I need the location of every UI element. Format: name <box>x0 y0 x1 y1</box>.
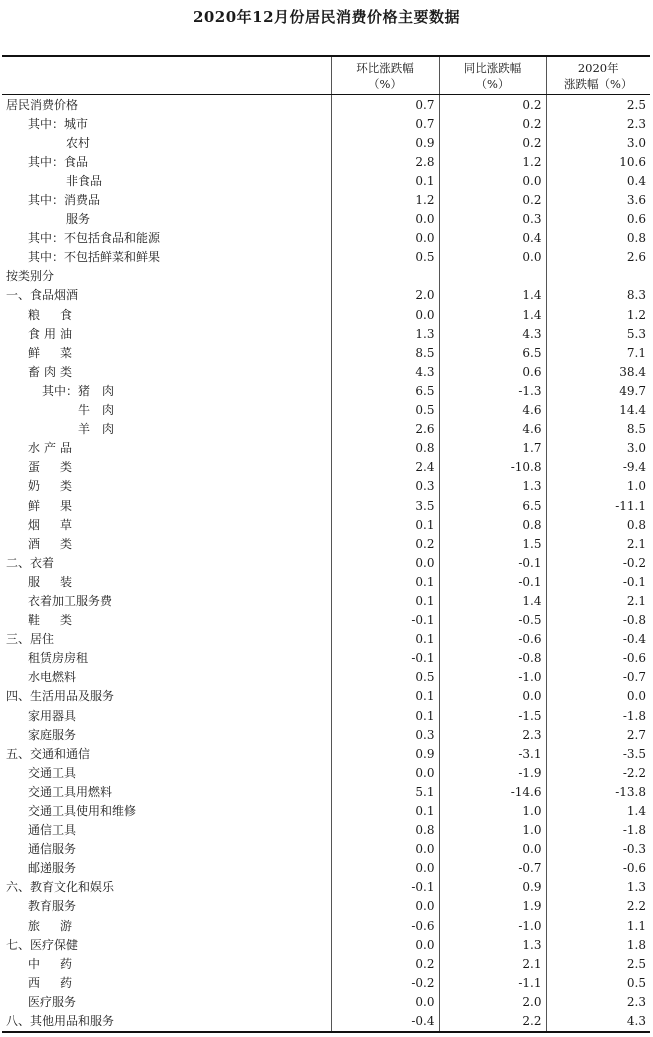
cell-mom: -0.1 <box>331 611 439 630</box>
cell-year: 2.5 <box>546 95 650 115</box>
table-body <box>2 95 650 1032</box>
table-row <box>2 133 650 152</box>
cell-year: 5.3 <box>546 324 650 343</box>
row-label: 服务 <box>66 212 91 227</box>
cell-mom: 2.0 <box>331 286 439 305</box>
cell-yoy: -1.3 <box>439 381 546 400</box>
cell-yoy: 2.2 <box>439 1012 546 1032</box>
cell-year: 0.4 <box>546 171 650 190</box>
cell-year: 3.0 <box>546 133 650 152</box>
row-label: 六、教育文化和娱乐 <box>6 880 115 895</box>
table-row <box>2 859 650 878</box>
row-label: 旅 游 <box>28 918 77 933</box>
header-yoy-line1: 同比涨跌幅 <box>463 60 522 75</box>
cell-yoy: 1.2 <box>439 152 546 171</box>
row-label: 一、食品烟酒 <box>6 288 79 303</box>
cell-yoy: 0.4 <box>439 229 546 248</box>
cell-year: 4.3 <box>546 1012 650 1032</box>
cell-mom: 0.0 <box>331 840 439 859</box>
cell-mom: 0.1 <box>331 630 439 649</box>
cell-yoy: 1.5 <box>439 534 546 553</box>
cell-yoy: 0.0 <box>439 840 546 859</box>
cell-yoy: -0.6 <box>439 630 546 649</box>
cpi-table <box>2 55 650 1033</box>
row-label: 中 药 <box>28 956 77 971</box>
header-blank <box>2 56 331 95</box>
cell-mom: 1.3 <box>331 324 439 343</box>
row-label: 非食品 <box>66 173 103 188</box>
cell-mom: -0.6 <box>331 916 439 935</box>
cell-mom: 2.8 <box>331 152 439 171</box>
table-row <box>2 401 650 420</box>
cell-year: 2.3 <box>546 992 650 1011</box>
cell-year: 2.1 <box>546 534 650 553</box>
cell-mom: 0.8 <box>331 821 439 840</box>
cell-yoy: 0.2 <box>439 95 546 115</box>
cell-year: 2.1 <box>546 591 650 610</box>
table-row <box>2 744 650 763</box>
cell-yoy: -10.8 <box>439 458 546 477</box>
cell-year: -3.5 <box>546 744 650 763</box>
cell-yoy: 6.5 <box>439 496 546 515</box>
row-label: 五、交通和通信 <box>6 746 91 761</box>
cell-mom: 0.0 <box>331 763 439 782</box>
cell-year: 0.8 <box>546 515 650 534</box>
cell-year: 8.3 <box>546 286 650 305</box>
cell-yoy <box>439 267 546 286</box>
cell-yoy: -1.0 <box>439 916 546 935</box>
row-label: 羊 肉 <box>78 422 115 437</box>
cell-mom: 0.2 <box>331 954 439 973</box>
cell-mom: 0.5 <box>331 668 439 687</box>
cell-yoy: 1.4 <box>439 591 546 610</box>
cell-year: 1.1 <box>546 916 650 935</box>
cell-yoy: 0.6 <box>439 362 546 381</box>
table-row <box>2 210 650 229</box>
table-row <box>2 630 650 649</box>
table-row <box>2 821 650 840</box>
cell-yoy: -0.7 <box>439 859 546 878</box>
cell-mom: -0.1 <box>331 878 439 897</box>
table-row <box>2 782 650 801</box>
cell-mom: 0.0 <box>331 305 439 324</box>
row-label: 邮递服务 <box>28 861 77 876</box>
cell-yoy: 1.3 <box>439 477 546 496</box>
table-row <box>2 229 650 248</box>
cell-mom: 0.1 <box>331 687 439 706</box>
row-label: 其中：城市 <box>28 116 89 131</box>
cell-year: -11.1 <box>546 496 650 515</box>
cell-year: 1.4 <box>546 801 650 820</box>
row-label: 烟 草 <box>28 517 77 532</box>
cell-yoy: 2.1 <box>439 954 546 973</box>
header-mom <box>331 56 439 95</box>
table-row <box>2 611 650 630</box>
row-label: 鞋 类 <box>28 613 77 628</box>
table-row <box>2 553 650 572</box>
table-row <box>2 668 650 687</box>
cell-year: -0.3 <box>546 840 650 859</box>
table-row <box>2 954 650 973</box>
cell-yoy: -1.5 <box>439 706 546 725</box>
row-label: 其中：猪 肉 <box>42 383 115 398</box>
row-label: 二、衣着 <box>6 555 55 570</box>
cell-year: 2.5 <box>546 954 650 973</box>
header-mom-line2: （%） <box>368 76 402 91</box>
table-row <box>2 878 650 897</box>
row-label: 通信工具 <box>28 823 77 838</box>
row-label: 牛 肉 <box>78 403 115 418</box>
row-label: 酒 类 <box>28 536 77 551</box>
cell-mom: -0.1 <box>331 649 439 668</box>
cell-year: 0.8 <box>546 229 650 248</box>
cell-yoy: 0.0 <box>439 248 546 267</box>
cell-year: 2.7 <box>546 725 650 744</box>
cell-mom: 0.1 <box>331 171 439 190</box>
cell-mom: 0.7 <box>331 95 439 115</box>
table-row <box>2 935 650 954</box>
cell-yoy: -0.1 <box>439 572 546 591</box>
cell-yoy: -3.1 <box>439 744 546 763</box>
cell-yoy: -1.0 <box>439 668 546 687</box>
table-row <box>2 286 650 305</box>
cell-year: 1.2 <box>546 305 650 324</box>
table-row <box>2 381 650 400</box>
table-row <box>2 534 650 553</box>
header-year-line1: 2020年 <box>577 60 619 75</box>
cell-mom: 0.8 <box>331 439 439 458</box>
cell-yoy: 0.3 <box>439 210 546 229</box>
cell-yoy: 1.9 <box>439 897 546 916</box>
header-year-line2: 涨跌幅（%） <box>564 76 633 91</box>
table-header-row <box>2 56 650 95</box>
cell-yoy: -0.5 <box>439 611 546 630</box>
cell-yoy: 0.2 <box>439 114 546 133</box>
table-row <box>2 1012 650 1032</box>
row-label: 水产品 <box>28 441 77 456</box>
cell-mom: -0.2 <box>331 973 439 992</box>
cell-mom: 0.3 <box>331 477 439 496</box>
header-yoy <box>439 56 546 95</box>
table-row <box>2 897 650 916</box>
cell-mom: 0.0 <box>331 210 439 229</box>
row-label: 蛋 类 <box>28 460 77 475</box>
cell-year: 10.6 <box>546 152 650 171</box>
table-row <box>2 343 650 362</box>
cell-year: -9.4 <box>546 458 650 477</box>
row-label: 服 装 <box>28 574 77 589</box>
cell-yoy: 6.5 <box>439 343 546 362</box>
cell-year: 38.4 <box>546 362 650 381</box>
cell-year: 49.7 <box>546 381 650 400</box>
table-row <box>2 992 650 1011</box>
row-label: 七、医疗保健 <box>6 937 79 952</box>
cell-year: -0.6 <box>546 859 650 878</box>
cell-mom: 0.2 <box>331 534 439 553</box>
row-label: 畜肉类 <box>28 364 77 379</box>
table-row <box>2 649 650 668</box>
row-label: 鲜 菜 <box>28 345 77 360</box>
cell-yoy: 0.8 <box>439 515 546 534</box>
row-label: 四、生活用品及服务 <box>6 689 115 704</box>
cell-mom: 0.1 <box>331 515 439 534</box>
cell-year: 1.0 <box>546 477 650 496</box>
row-label: 水电燃料 <box>28 670 77 685</box>
table-row <box>2 763 650 782</box>
cell-yoy: 2.0 <box>439 992 546 1011</box>
cell-mom: 2.6 <box>331 420 439 439</box>
row-label: 医疗服务 <box>28 994 77 1009</box>
table-row <box>2 267 650 286</box>
table-row <box>2 305 650 324</box>
cell-mom: 0.0 <box>331 229 439 248</box>
table-row <box>2 152 650 171</box>
table-row <box>2 171 650 190</box>
cell-yoy: 1.0 <box>439 821 546 840</box>
cell-mom: 3.5 <box>331 496 439 515</box>
cell-year: -0.8 <box>546 611 650 630</box>
cell-yoy: -0.1 <box>439 553 546 572</box>
cell-mom: 0.9 <box>331 744 439 763</box>
cell-yoy: 0.0 <box>439 687 546 706</box>
table-row <box>2 439 650 458</box>
row-label: 奶 类 <box>28 479 77 494</box>
cell-year: -13.8 <box>546 782 650 801</box>
row-label: 八、其他用品和服务 <box>2 1012 331 1032</box>
cell-yoy: 0.9 <box>439 878 546 897</box>
row-label: 教育服务 <box>28 899 77 914</box>
cell-year: 3.0 <box>546 439 650 458</box>
cell-year: 2.2 <box>546 897 650 916</box>
cell-mom: 5.1 <box>331 782 439 801</box>
cell-yoy: 4.6 <box>439 401 546 420</box>
header-yoy-line2: （%） <box>475 76 510 91</box>
cell-yoy: 4.3 <box>439 324 546 343</box>
cell-year: -0.4 <box>546 630 650 649</box>
table-row <box>2 973 650 992</box>
cell-mom: 0.9 <box>331 133 439 152</box>
row-label: 农村 <box>66 135 91 150</box>
cell-yoy: 2.3 <box>439 725 546 744</box>
cell-year: -1.8 <box>546 821 650 840</box>
cell-mom: 0.0 <box>331 992 439 1011</box>
table-row <box>2 496 650 515</box>
table-row <box>2 801 650 820</box>
table-row <box>2 916 650 935</box>
row-label: 通信服务 <box>28 842 77 857</box>
cell-mom: 0.5 <box>331 248 439 267</box>
row-label: 居民消费价格 <box>6 97 79 112</box>
cell-year: -0.7 <box>546 668 650 687</box>
cell-mom: 0.1 <box>331 572 439 591</box>
row-label: 交通工具 <box>28 765 77 780</box>
cell-yoy: -14.6 <box>439 782 546 801</box>
cell-year: 0.0 <box>546 687 650 706</box>
cell-year: 7.1 <box>546 343 650 362</box>
cell-yoy: 1.4 <box>439 286 546 305</box>
row-label: 衣着加工服务费 <box>28 593 113 608</box>
cell-mom: 0.0 <box>331 935 439 954</box>
table-row <box>2 591 650 610</box>
table-row <box>2 190 650 209</box>
table-row <box>2 725 650 744</box>
row-label: 按类别分 <box>6 269 55 284</box>
cell-mom: 0.7 <box>331 114 439 133</box>
row-label: 西 药 <box>28 975 77 990</box>
page-title: 2020年12月份居民消费价格主要数据 <box>192 8 461 26</box>
cell-year: 8.5 <box>546 420 650 439</box>
table-row <box>2 687 650 706</box>
cell-mom: 0.3 <box>331 725 439 744</box>
cell-year: 2.6 <box>546 248 650 267</box>
table-row <box>2 114 650 133</box>
cell-mom: -0.4 <box>331 1012 439 1032</box>
cell-year: 1.8 <box>546 935 650 954</box>
cell-yoy: -1.9 <box>439 763 546 782</box>
cell-mom: 4.3 <box>331 362 439 381</box>
row-label: 家庭服务 <box>28 727 77 742</box>
row-label: 交通工具用燃料 <box>28 784 113 799</box>
cell-mom: 0.1 <box>331 591 439 610</box>
cell-year: -0.2 <box>546 553 650 572</box>
cell-mom <box>331 267 439 286</box>
row-label: 食用油 <box>28 326 77 341</box>
row-label: 粮 食 <box>28 307 77 322</box>
row-label: 其中：消费品 <box>28 193 101 208</box>
row-label: 家用器具 <box>28 708 77 723</box>
cell-yoy: 4.6 <box>439 420 546 439</box>
row-label: 鲜 果 <box>28 498 77 513</box>
table-row <box>2 572 650 591</box>
cell-yoy: 0.0 <box>439 171 546 190</box>
table-row <box>2 95 650 115</box>
cell-yoy: 1.0 <box>439 801 546 820</box>
table-row <box>2 420 650 439</box>
table-row <box>2 840 650 859</box>
cell-mom: 0.1 <box>331 706 439 725</box>
row-label: 其中：不包括鲜菜和鲜果 <box>28 250 161 265</box>
cell-mom: 2.4 <box>331 458 439 477</box>
table-row <box>2 248 650 267</box>
cell-mom: 0.1 <box>331 801 439 820</box>
row-label: 其中：食品 <box>28 154 89 169</box>
cell-year: -2.2 <box>546 763 650 782</box>
row-label: 租赁房房租 <box>28 651 89 666</box>
table-row <box>2 477 650 496</box>
header-mom-line1: 环比涨跌幅 <box>356 60 414 75</box>
cell-yoy: 1.4 <box>439 305 546 324</box>
cell-yoy: -0.8 <box>439 649 546 668</box>
table-row <box>2 458 650 477</box>
table-row <box>2 515 650 534</box>
cell-yoy: -1.1 <box>439 973 546 992</box>
cell-year: 2.3 <box>546 114 650 133</box>
cell-mom: 6.5 <box>331 381 439 400</box>
table-row <box>2 362 650 381</box>
cell-mom: 0.0 <box>331 897 439 916</box>
cell-year: 14.4 <box>546 401 650 420</box>
cell-year: -0.1 <box>546 572 650 591</box>
cell-mom: 8.5 <box>331 343 439 362</box>
cell-mom: 1.2 <box>331 190 439 209</box>
cell-year <box>546 267 650 286</box>
row-label: 三、居住 <box>6 632 55 647</box>
cell-yoy: 1.7 <box>439 439 546 458</box>
cell-mom: 0.0 <box>331 553 439 572</box>
cell-yoy: 0.2 <box>439 133 546 152</box>
cell-mom: 0.0 <box>331 859 439 878</box>
table-row <box>2 324 650 343</box>
cell-mom: 0.5 <box>331 401 439 420</box>
row-label: 其中：不包括食品和能源 <box>28 231 161 246</box>
cell-year: 0.5 <box>546 973 650 992</box>
cell-year: 3.6 <box>546 190 650 209</box>
cell-yoy: 1.3 <box>439 935 546 954</box>
cell-year: -0.6 <box>546 649 650 668</box>
cell-year: -1.8 <box>546 706 650 725</box>
cell-yoy: 0.2 <box>439 190 546 209</box>
table-row <box>2 706 650 725</box>
cell-year: 1.3 <box>546 878 650 897</box>
cell-year: 0.6 <box>546 210 650 229</box>
header-year <box>546 56 650 95</box>
row-label: 交通工具使用和维修 <box>28 804 137 819</box>
